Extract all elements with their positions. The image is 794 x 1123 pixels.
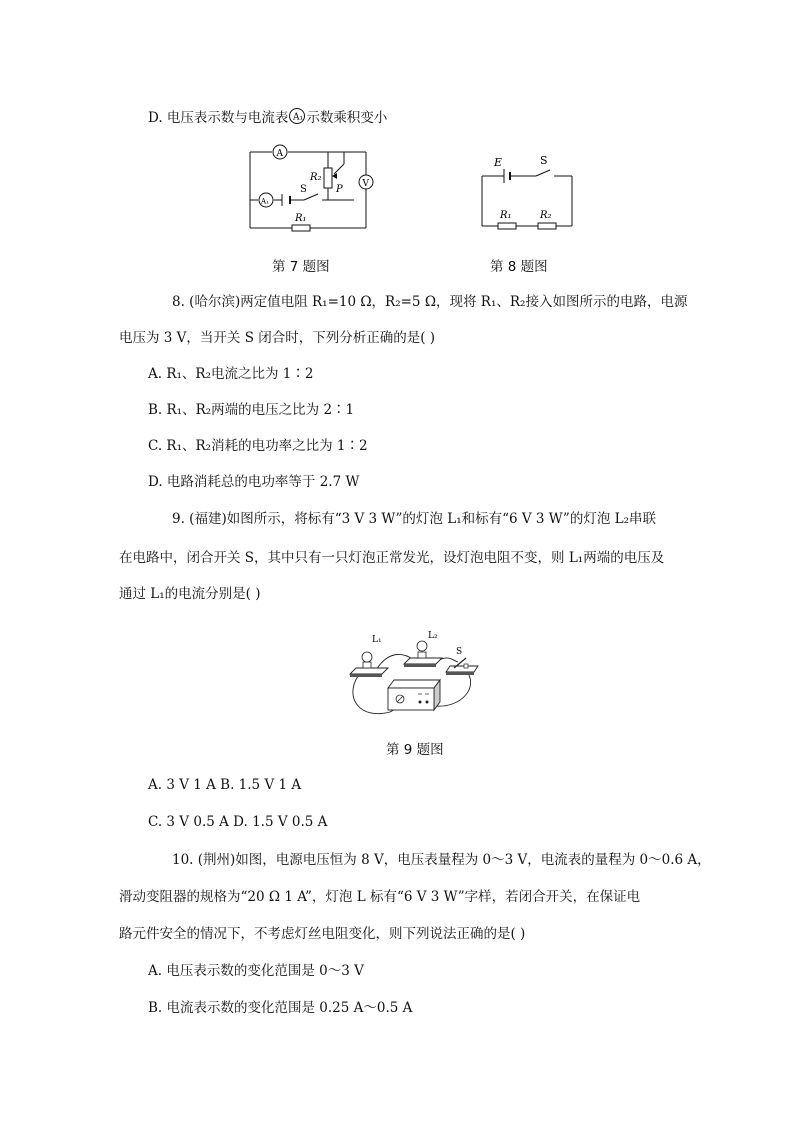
- fig7-ammeter-a-label: A: [276, 149, 283, 159]
- fig8-caption: 第 8 题图: [490, 259, 548, 275]
- ammeter-a1-label: A₁: [293, 112, 304, 123]
- q10-option-a: A. 电压表示数的变化范围是 0～3 V: [148, 963, 364, 979]
- q10-stem-line-2: 滑动变阻器的规格为“20 Ω 1 A”，灯泡 L 标有“6 V 3 W”字样，若闭合开关，在保证电: [119, 889, 641, 905]
- q10-option-b: B. 电流表示数的变化范围是 0.25 A～0.5 A: [148, 1000, 413, 1016]
- q9-stem-line-2: 在电路中，闭合开关 S，其中只有一只灯泡正常发光，设灯泡电阻不变，则 L₁两端的电压及: [119, 550, 665, 566]
- q8-option-d: D. 电路消耗总的电功率等于 2.7 W: [148, 474, 360, 490]
- fig9-lamp-l2-icon: [404, 641, 442, 667]
- q10-stem-line-1: 10. (荆州)如图，电源电压恒为 8 V，电压表量程为 0～3 V，电流表的量程为 0～0.6 A，: [172, 852, 711, 868]
- fig7-ammeter-a1-label: A₁: [261, 197, 269, 206]
- fig9-power-supply-icon: [388, 680, 440, 710]
- q7-option-d-suffix: 示数乘积变小: [306, 110, 388, 126]
- fig7-r2-label: R₂: [310, 172, 322, 183]
- fig9-l2-label: L₂: [428, 631, 438, 641]
- ammeter-a1-icon: [288, 107, 306, 125]
- fig8-r1-label: R₁: [500, 210, 512, 221]
- fig7-caption: 第 7 题图: [272, 259, 330, 275]
- fig7-r1-label: R₁: [295, 213, 307, 224]
- fig8-e-label: E: [494, 156, 503, 169]
- q9-stem-line-1: 9. (福建)如图所示，将标有“3 V 3 W”的灯泡 L₁和标有“6 V 3 W”的灯泡 L₂串联: [172, 511, 657, 527]
- fig9-switch-icon: [446, 658, 478, 675]
- q10-stem-line-3: 路元件安全的情况下，不考虑灯丝电阻变化，则下列说法正确的是( ): [119, 926, 526, 942]
- q9-stem-line-3: 通过 L₁的电流分别是( ): [119, 586, 261, 602]
- q8-stem-line-2: 电压为 3 V，当开关 S 闭合时，下列分析正确的是( ): [119, 330, 436, 346]
- fig8-circuit-diagram: [478, 152, 578, 232]
- fig7-r1-resistor: [292, 225, 310, 231]
- fig7-p-label: P: [336, 184, 343, 195]
- q9-options-line-2: C. 3 V 0.5 A D. 1.5 V 0.5 A: [148, 814, 328, 830]
- q8-stem-line-1: 8. (哈尔滨)两定值电阻 R₁=10 Ω，R₂=5 Ω，现将 R₁、R₂接入如图所示的电路，电源: [172, 294, 688, 310]
- fig9-circuit-illustration: [340, 628, 480, 720]
- fig9-s-label: S: [456, 647, 463, 657]
- fig7-switch-label: S: [300, 184, 307, 195]
- fig8-switch-label: S: [540, 154, 548, 167]
- fig8-r1-resistor: [498, 223, 516, 229]
- fig7-circuit-diagram: [240, 140, 380, 236]
- fig7-voltmeter-label: V: [362, 179, 369, 189]
- fig9-lamp-l1-icon: [350, 652, 388, 677]
- fig9-caption: 第 9 题图: [386, 742, 444, 758]
- q9-options-line-1: A. 3 V 1 A B. 1.5 V 1 A: [148, 777, 302, 793]
- q8-option-c: C. R₁、R₂消耗的电功率之比为 1∶2: [148, 438, 368, 454]
- fig8-r2-label: R₂: [540, 210, 552, 221]
- fig8-r2-resistor: [538, 223, 556, 229]
- q8-option-b: B. R₁、R₂两端的电压之比为 2∶1: [148, 402, 355, 418]
- q7-option-d: [148, 107, 387, 128]
- fig9-l1-label: L₁: [372, 635, 382, 645]
- fig7-r2-resistor: [324, 168, 332, 188]
- q7-option-d-prefix: D. 电压表示数与电流表: [148, 110, 289, 126]
- q8-option-a: A. R₁、R₂电流之比为 1∶2: [148, 366, 314, 382]
